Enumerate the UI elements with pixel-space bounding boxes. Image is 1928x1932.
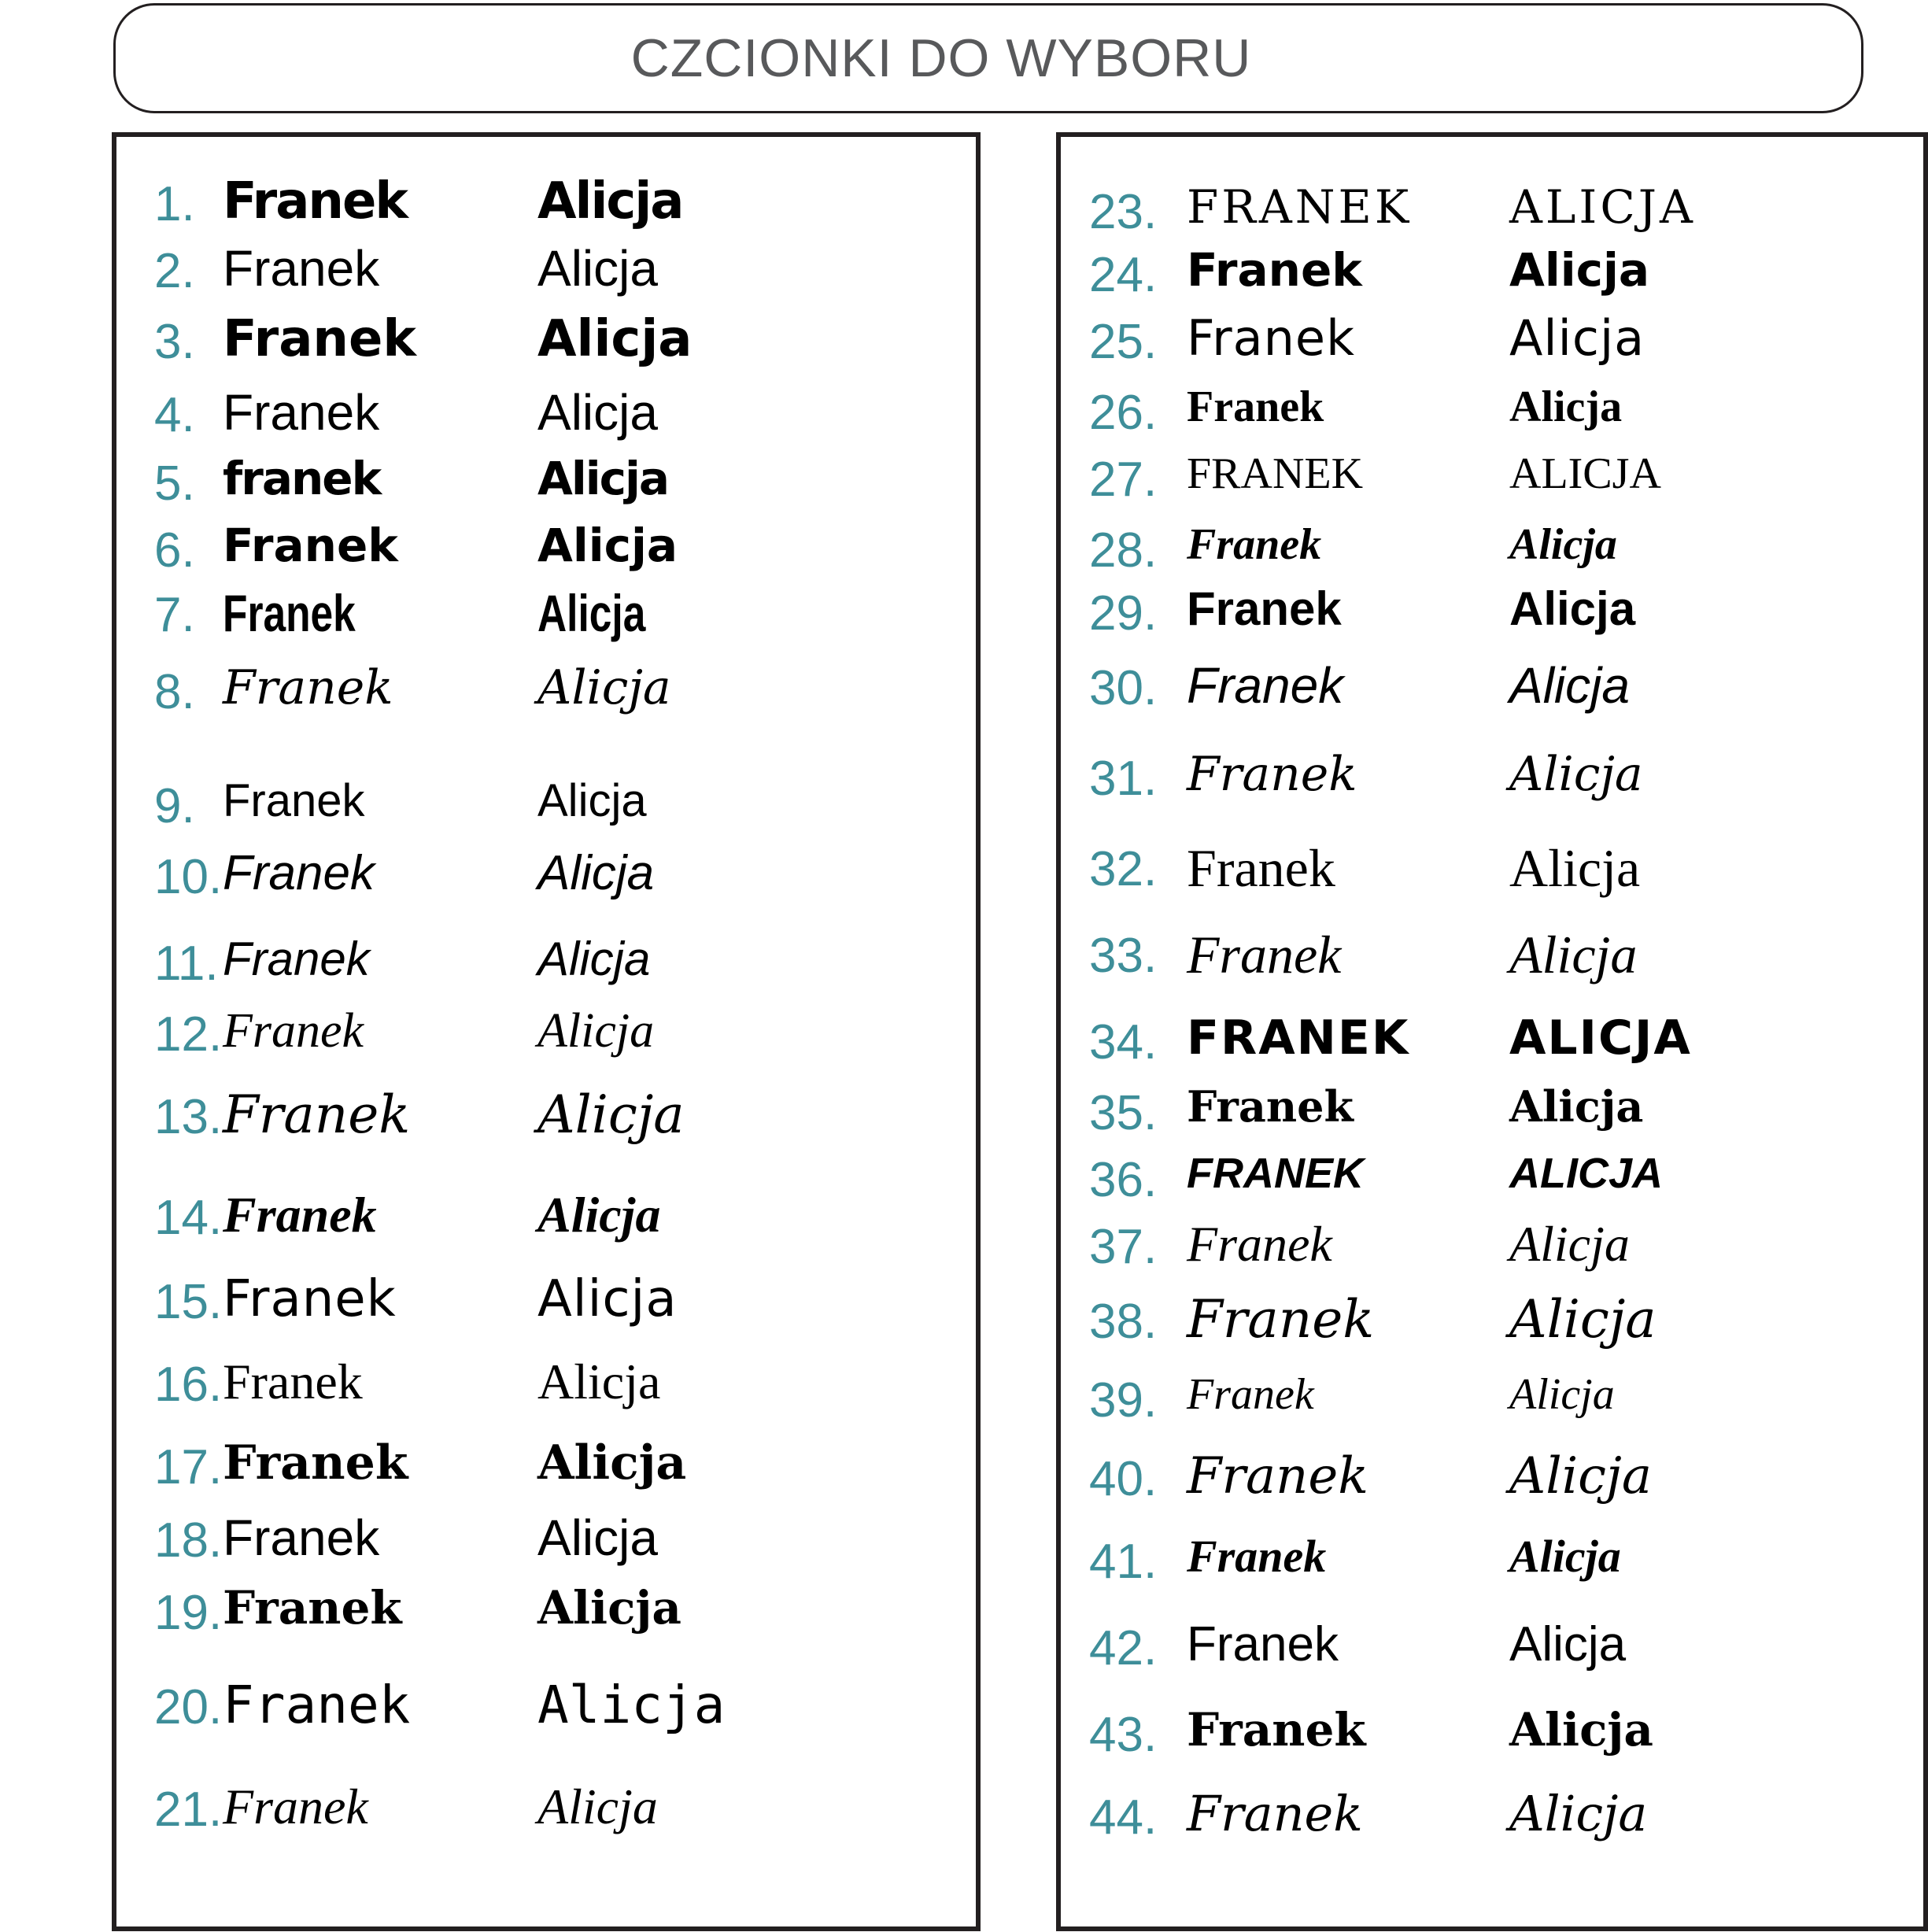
font-option-number: 37. bbox=[1089, 1220, 1158, 1274]
font-sample-franek: FRANEK bbox=[1187, 1010, 1410, 1066]
font-sample-alicja: Alicja bbox=[537, 1270, 678, 1328]
font-sample-alicja: Alicja bbox=[1509, 1531, 1621, 1582]
font-option-row bbox=[116, 452, 976, 519]
font-sample-franek: Franek bbox=[223, 584, 356, 642]
font-sample-franek: Franek bbox=[223, 240, 380, 297]
font-option-row bbox=[116, 1004, 976, 1069]
font-option-number: 18. bbox=[154, 1513, 223, 1568]
font-option-row bbox=[1061, 1703, 1923, 1770]
font-option-number: 11. bbox=[154, 936, 219, 991]
font-sample-alicja: Alicja bbox=[537, 384, 658, 441]
font-option-row bbox=[1061, 1010, 1923, 1077]
font-option-row bbox=[116, 240, 976, 306]
font-sample-alicja: Alicja bbox=[537, 1187, 661, 1243]
font-sample-alicja: Alicja bbox=[1509, 582, 1636, 635]
font-option-row bbox=[116, 1270, 976, 1337]
font-option-number: 34. bbox=[1089, 1015, 1158, 1069]
font-option-row bbox=[116, 660, 976, 727]
font-sample-franek: Franek bbox=[223, 1270, 397, 1328]
font-sample-franek: Franek bbox=[1187, 1081, 1354, 1132]
font-option-number: 6. bbox=[154, 523, 195, 578]
font-option-number: 4. bbox=[154, 388, 195, 442]
font-option-row bbox=[116, 775, 976, 841]
font-option-row bbox=[1061, 838, 1923, 904]
font-option-number: 26. bbox=[1089, 386, 1158, 440]
font-option-row bbox=[1061, 1216, 1923, 1282]
font-option-number: 28. bbox=[1089, 523, 1158, 578]
font-sample-franek: Franek bbox=[1187, 1785, 1363, 1842]
font-option-number: 16. bbox=[154, 1358, 223, 1412]
font-option-number: 19. bbox=[154, 1586, 223, 1640]
font-option-number: 8. bbox=[154, 665, 195, 719]
font-option-number: 33. bbox=[1089, 929, 1158, 983]
font-option-number: 39. bbox=[1089, 1373, 1158, 1428]
font-option-row bbox=[116, 846, 976, 912]
font-sample-alicja: Alicja bbox=[537, 933, 651, 985]
font-sample-alicja: Alicja bbox=[1509, 1703, 1653, 1757]
font-sample-franek: Franek bbox=[223, 1779, 368, 1834]
font-sample-alicja: Alicja bbox=[537, 846, 655, 900]
font-sample-alicja: Alicja bbox=[1509, 747, 1643, 802]
font-sample-alicja: Alicja bbox=[537, 660, 671, 715]
font-sample-franek: Franek bbox=[1187, 1447, 1369, 1505]
font-option-row bbox=[1061, 180, 1923, 247]
font-sample-alicja: Alicja bbox=[1509, 1081, 1644, 1132]
font-option-row bbox=[116, 584, 976, 650]
font-option-row bbox=[116, 1084, 976, 1152]
font-option-row bbox=[116, 1581, 976, 1648]
font-option-number: 43. bbox=[1089, 1708, 1158, 1762]
font-sample-alicja: Alicja bbox=[537, 584, 646, 642]
font-sample-alicja: Alicja bbox=[537, 310, 693, 368]
font-option-row bbox=[116, 1509, 976, 1576]
font-option-number: 10. bbox=[154, 850, 223, 904]
font-sample-alicja: Alicja bbox=[1509, 309, 1645, 367]
font-sample-alicja: Alicja bbox=[537, 1581, 681, 1635]
font-option-number: 20. bbox=[154, 1680, 223, 1734]
font-sample-franek: Franek bbox=[1187, 925, 1342, 984]
font-sample-alicja: Alicja bbox=[537, 1675, 726, 1735]
font-option-row bbox=[116, 310, 976, 377]
font-sample-alicja: Alicja bbox=[1509, 657, 1630, 714]
font-option-row bbox=[1061, 1152, 1923, 1215]
font-option-number: 2. bbox=[154, 244, 195, 298]
font-sample-alicja: Alicja bbox=[1509, 1289, 1657, 1350]
font-option-number: 3. bbox=[154, 315, 195, 369]
font-sample-franek: Franek bbox=[223, 519, 398, 572]
title-banner bbox=[113, 3, 1863, 113]
font-option-number: 25. bbox=[1089, 315, 1158, 369]
font-option-number: 30. bbox=[1089, 661, 1158, 715]
font-option-row bbox=[116, 1187, 976, 1253]
font-option-row bbox=[1061, 925, 1923, 991]
font-sample-alicja: Alicja bbox=[537, 1435, 687, 1491]
font-option-number: 7. bbox=[154, 588, 195, 642]
font-sample-alicja: ALICJA bbox=[1509, 180, 1696, 234]
font-option-row bbox=[116, 172, 976, 239]
font-option-row bbox=[116, 1435, 976, 1502]
font-sample-alicja: ALICJA bbox=[1509, 1010, 1692, 1066]
font-option-number: 12. bbox=[154, 1007, 223, 1062]
font-sample-franek: FRANEK bbox=[1187, 180, 1413, 234]
font-sample-alicja: Alicja bbox=[537, 1004, 655, 1058]
font-option-row bbox=[1061, 1531, 1923, 1597]
font-option-number: 41. bbox=[1089, 1535, 1158, 1589]
font-sample-franek: Franek bbox=[223, 384, 380, 441]
font-list-right bbox=[1056, 132, 1928, 1931]
font-option-row bbox=[1061, 657, 1923, 723]
font-option-number: 13. bbox=[154, 1090, 223, 1144]
font-option-number: 1. bbox=[154, 177, 195, 231]
font-sample-franek: Franek bbox=[1187, 382, 1324, 431]
font-sample-franek: Franek bbox=[223, 660, 393, 715]
font-sample-franek: Franek bbox=[223, 775, 365, 826]
font-sample-alicja: Alicja bbox=[537, 1779, 658, 1834]
font-option-row bbox=[116, 933, 976, 999]
font-sample-franek: Franek bbox=[1187, 243, 1362, 297]
font-sample-alicja: Alicja bbox=[1509, 520, 1617, 569]
font-sample-alicja: Alicja bbox=[537, 452, 669, 505]
font-sample-franek: Franek bbox=[1187, 1703, 1366, 1757]
font-sample-alicja: Alicja bbox=[1509, 1785, 1648, 1842]
font-option-number: 44. bbox=[1089, 1790, 1158, 1845]
font-sample-alicja: Alicja bbox=[1509, 1370, 1615, 1419]
font-option-row bbox=[1061, 243, 1923, 310]
font-sample-franek: Franek bbox=[1187, 657, 1344, 714]
font-sample-franek: Franek bbox=[1187, 1370, 1314, 1419]
font-sample-alicja: Alicja bbox=[1509, 1617, 1627, 1672]
font-option-row bbox=[116, 384, 976, 450]
font-option-number: 14. bbox=[154, 1191, 223, 1245]
font-sample-franek: Franek bbox=[223, 933, 370, 985]
font-sample-franek: Franek bbox=[223, 310, 416, 368]
font-sample-franek: Franek bbox=[1187, 1216, 1332, 1272]
font-sample-franek: Franek bbox=[223, 1435, 408, 1491]
font-option-number: 42. bbox=[1089, 1621, 1158, 1675]
font-sample-alicja: Alicja bbox=[537, 1084, 685, 1145]
font-sample-franek: FRANEK bbox=[1187, 1150, 1364, 1197]
font-sample-alicja: Alicja bbox=[537, 775, 647, 826]
font-option-row bbox=[1061, 1372, 1923, 1435]
font-sample-franek: FRANEK bbox=[1187, 449, 1364, 498]
font-sample-franek: Franek bbox=[223, 1581, 402, 1635]
font-option-row bbox=[116, 1675, 976, 1742]
font-option-row bbox=[116, 1779, 976, 1845]
font-sample-franek: Franek bbox=[223, 846, 375, 900]
font-sample-alicja: Alicja bbox=[1509, 925, 1638, 984]
font-sample-franek: Franek bbox=[1187, 582, 1342, 635]
font-sample-franek: Franek bbox=[223, 172, 407, 231]
font-option-row bbox=[1061, 309, 1923, 377]
page-title: CZCIONKI DO WYBORU bbox=[630, 28, 1252, 88]
font-option-row bbox=[1061, 582, 1923, 648]
font-option-row bbox=[1061, 1447, 1923, 1514]
font-option-row bbox=[1061, 1785, 1923, 1853]
font-sample-franek: Franek bbox=[223, 1187, 377, 1243]
font-option-row bbox=[116, 519, 976, 586]
font-option-number: 21. bbox=[154, 1782, 223, 1837]
font-option-number: 5. bbox=[154, 456, 195, 511]
font-sample-franek: Franek bbox=[223, 1675, 411, 1735]
font-option-number: 9. bbox=[154, 779, 195, 833]
font-sample-alicja: Alicja bbox=[1509, 1216, 1630, 1272]
font-sample-franek: Franek bbox=[223, 1084, 411, 1145]
font-sample-alicja: Alicja bbox=[537, 1354, 661, 1409]
font-sample-franek: Franek bbox=[1187, 1617, 1339, 1672]
font-sample-franek: Franek bbox=[1187, 1531, 1327, 1582]
font-sample-alicja: Alicja bbox=[537, 519, 678, 572]
font-option-row bbox=[116, 1354, 976, 1420]
font-sample-alicja: ALICJA bbox=[1509, 1150, 1664, 1197]
font-sample-franek: Franek bbox=[1187, 838, 1335, 898]
font-option-number: 40. bbox=[1089, 1452, 1158, 1506]
font-option-row bbox=[1061, 1289, 1923, 1357]
font-option-number: 29. bbox=[1089, 586, 1158, 641]
font-sample-franek: Franek bbox=[1187, 1289, 1375, 1350]
font-sample-alicja: ALICJA bbox=[1509, 449, 1661, 498]
font-option-row bbox=[1061, 1081, 1923, 1148]
font-list-left bbox=[112, 132, 981, 1931]
font-option-row bbox=[1061, 449, 1923, 515]
font-option-number: 27. bbox=[1089, 453, 1158, 507]
font-sample-franek: Franek bbox=[1187, 309, 1355, 367]
font-sample-franek: Franek bbox=[223, 1354, 363, 1409]
font-option-number: 17. bbox=[154, 1440, 223, 1494]
font-sample-franek: Franek bbox=[223, 1509, 380, 1566]
font-sample-franek: Franek bbox=[1187, 747, 1357, 802]
font-sample-alicja: Alicja bbox=[537, 172, 683, 231]
font-option-number: 38. bbox=[1089, 1295, 1158, 1349]
font-option-number: 24. bbox=[1089, 248, 1158, 302]
font-option-number: 35. bbox=[1089, 1086, 1158, 1140]
font-option-number: 32. bbox=[1089, 842, 1158, 896]
font-option-row bbox=[1061, 382, 1923, 448]
font-sample-franek: Franek bbox=[223, 1004, 364, 1058]
font-option-row bbox=[1061, 1617, 1923, 1683]
font-sample-alicja: Alicja bbox=[1509, 243, 1650, 297]
font-sample-alicja: Alicja bbox=[537, 240, 658, 297]
font-option-row bbox=[1061, 747, 1923, 814]
font-option-row bbox=[1061, 520, 1923, 586]
font-option-number: 23. bbox=[1089, 185, 1158, 239]
font-sample-franek: franek bbox=[223, 452, 381, 505]
font-sample-franek: Franek bbox=[1187, 520, 1322, 569]
font-option-number: 36. bbox=[1089, 1153, 1158, 1207]
font-sample-alicja: Alicja bbox=[1509, 838, 1641, 898]
font-option-number: 31. bbox=[1089, 752, 1158, 806]
font-option-number: 15. bbox=[154, 1275, 223, 1329]
font-sample-alicja: Alicja bbox=[1509, 382, 1623, 431]
font-sample-alicja: Alicja bbox=[537, 1509, 658, 1566]
font-sample-alicja: Alicja bbox=[1509, 1447, 1652, 1505]
